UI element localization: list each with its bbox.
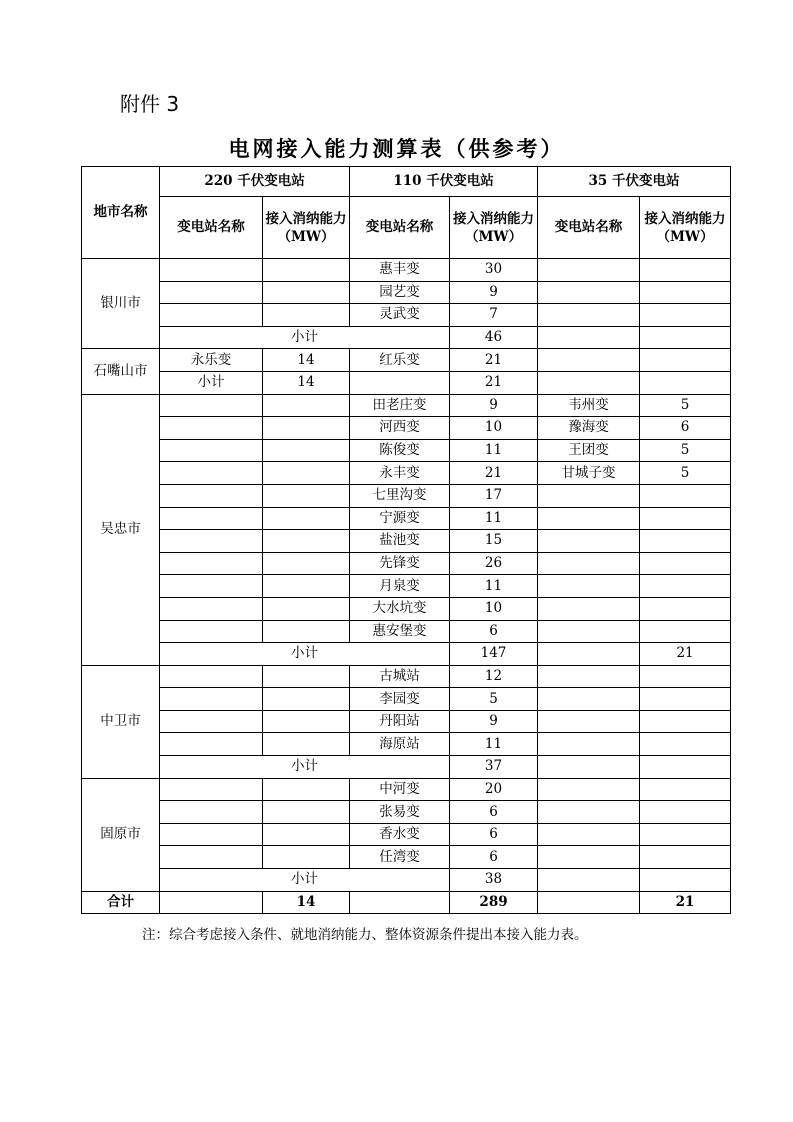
capacity-110kv: 10	[450, 597, 538, 620]
station-220kv	[160, 552, 263, 575]
subtotal-label: 小计	[160, 869, 450, 892]
capacity-220kv	[263, 846, 350, 869]
total-110kv: 289	[450, 891, 538, 914]
table-row	[82, 484, 731, 507]
station-110kv: 惠丰变	[350, 259, 450, 282]
station-35kv: 王团变	[538, 439, 640, 462]
cell	[538, 869, 640, 892]
station-35kv	[538, 304, 640, 327]
capacity-35kv: 5	[640, 462, 731, 485]
subtotal-label: 小计	[160, 371, 263, 394]
station-110kv: 河西变	[350, 417, 450, 440]
capacity-35kv	[640, 575, 731, 598]
table-row	[82, 597, 731, 620]
header-city: 地市名称	[82, 167, 160, 259]
capacity-35kv: 6	[640, 417, 731, 440]
capacity-220kv	[263, 304, 350, 327]
station-35kv	[538, 530, 640, 553]
cell	[160, 891, 263, 914]
city-name: 石嘴山市	[82, 349, 160, 394]
table-row	[82, 846, 731, 869]
capacity-220kv	[263, 801, 350, 824]
station-220kv	[160, 846, 263, 869]
subtotal-35kv: 21	[640, 643, 731, 666]
station-220kv	[160, 665, 263, 688]
capacity-110kv: 12	[450, 665, 538, 688]
table-row	[82, 304, 731, 327]
station-220kv: 永乐变	[160, 349, 263, 372]
capacity-110kv: 5	[450, 688, 538, 711]
table-row	[82, 462, 731, 485]
station-220kv	[160, 620, 263, 643]
station-220kv	[160, 304, 263, 327]
station-220kv	[160, 530, 263, 553]
cell	[538, 371, 640, 394]
table-row	[82, 665, 731, 688]
capacity-35kv	[640, 620, 731, 643]
subtotal-110kv: 46	[450, 326, 538, 349]
subtotal-110kv: 37	[450, 756, 538, 779]
total-220kv: 14	[263, 891, 350, 914]
capacity-110kv: 7	[450, 304, 538, 327]
capacity-220kv	[263, 530, 350, 553]
station-35kv	[538, 259, 640, 282]
table-row	[82, 281, 731, 304]
capacity-110kv: 11	[450, 507, 538, 530]
capacity-35kv	[640, 823, 731, 846]
header-capacity: 接入消纳能力（MW）	[450, 197, 538, 259]
station-220kv	[160, 688, 263, 711]
station-35kv	[538, 484, 640, 507]
station-110kv: 月泉变	[350, 575, 450, 598]
total-35kv: 21	[640, 891, 731, 914]
station-110kv: 香水变	[350, 823, 450, 846]
header-220kv: 220 千伏变电站	[160, 167, 350, 197]
table-row	[82, 575, 731, 598]
capacity-table	[81, 166, 731, 914]
capacity-110kv: 6	[450, 801, 538, 824]
page-title: 电网接入能力测算表（供参考）	[228, 136, 565, 161]
station-35kv: 甘城子变	[538, 462, 640, 485]
capacity-220kv	[263, 552, 350, 575]
station-110kv: 古城站	[350, 665, 450, 688]
capacity-35kv	[640, 597, 731, 620]
capacity-35kv	[640, 507, 731, 530]
station-35kv	[538, 597, 640, 620]
capacity-220kv	[263, 281, 350, 304]
station-110kv: 任湾变	[350, 846, 450, 869]
capacity-220kv	[263, 823, 350, 846]
capacity-220kv	[263, 462, 350, 485]
capacity-35kv	[640, 710, 731, 733]
city-name: 中卫市	[82, 665, 160, 778]
table-row	[82, 259, 731, 282]
subtotal-35kv	[640, 756, 731, 779]
station-220kv	[160, 439, 263, 462]
city-name: 固原市	[82, 778, 160, 891]
station-220kv	[160, 259, 263, 282]
station-220kv	[160, 575, 263, 598]
header-35kv: 35 千伏变电站	[538, 167, 731, 197]
subtotal-110kv: 21	[450, 371, 538, 394]
cell	[538, 756, 640, 779]
capacity-110kv: 9	[450, 710, 538, 733]
station-110kv: 灵武变	[350, 304, 450, 327]
capacity-220kv	[263, 394, 350, 417]
subtotal-35kv	[640, 326, 731, 349]
capacity-35kv	[640, 733, 731, 756]
subtotal-220kv: 14	[263, 371, 350, 394]
station-110kv: 张易变	[350, 801, 450, 824]
station-110kv: 田老庄变	[350, 394, 450, 417]
capacity-220kv	[263, 778, 350, 801]
station-35kv	[538, 552, 640, 575]
capacity-35kv	[640, 778, 731, 801]
capacity-35kv	[640, 688, 731, 711]
capacity-220kv	[263, 484, 350, 507]
station-110kv: 宁源变	[350, 507, 450, 530]
station-35kv	[538, 688, 640, 711]
capacity-35kv	[640, 259, 731, 282]
table-row	[82, 552, 731, 575]
header-capacity: 接入消纳能力（MW）	[263, 197, 350, 259]
capacity-35kv: 5	[640, 394, 731, 417]
table-row	[82, 349, 731, 372]
station-110kv: 盐池变	[350, 530, 450, 553]
capacity-110kv: 17	[450, 484, 538, 507]
station-220kv	[160, 484, 263, 507]
station-220kv	[160, 801, 263, 824]
station-110kv: 先锋变	[350, 552, 450, 575]
cell	[538, 643, 640, 666]
capacity-110kv: 6	[450, 823, 538, 846]
station-220kv	[160, 778, 263, 801]
capacity-220kv	[263, 597, 350, 620]
capacity-110kv: 15	[450, 530, 538, 553]
table-row	[82, 530, 731, 553]
capacity-220kv	[263, 417, 350, 440]
capacity-220kv	[263, 733, 350, 756]
station-220kv	[160, 417, 263, 440]
capacity-110kv: 6	[450, 620, 538, 643]
station-220kv	[160, 462, 263, 485]
table-row	[82, 620, 731, 643]
subtotal-35kv	[640, 371, 731, 394]
station-220kv	[160, 733, 263, 756]
header-station-name: 变电站名称	[160, 197, 263, 259]
station-220kv	[160, 823, 263, 846]
table-row	[82, 801, 731, 824]
capacity-35kv	[640, 281, 731, 304]
footnote: 注：综合考虑接入条件、就地消纳能力、整体资源条件提出本接入能力表。	[142, 927, 588, 943]
station-35kv	[538, 778, 640, 801]
capacity-110kv: 11	[450, 439, 538, 462]
capacity-220kv	[263, 620, 350, 643]
subtotal-row	[82, 643, 731, 666]
table-row	[82, 733, 731, 756]
capacity-35kv	[640, 801, 731, 824]
station-35kv	[538, 823, 640, 846]
header-station-name: 变电站名称	[350, 197, 450, 259]
table-row	[82, 394, 731, 417]
capacity-220kv	[263, 665, 350, 688]
station-110kv: 永丰变	[350, 462, 450, 485]
capacity-220kv: 14	[263, 349, 350, 372]
capacity-35kv: 5	[640, 439, 731, 462]
station-220kv	[160, 281, 263, 304]
station-110kv: 红乐变	[350, 349, 450, 372]
capacity-110kv: 11	[450, 733, 538, 756]
capacity-35kv	[640, 484, 731, 507]
subtotal-35kv	[640, 869, 731, 892]
header-capacity: 接入消纳能力（MW）	[640, 197, 731, 259]
subtotal-row	[82, 756, 731, 779]
subtotal-row	[82, 371, 731, 394]
subtotal-110kv: 38	[450, 869, 538, 892]
station-35kv	[538, 620, 640, 643]
station-35kv	[538, 801, 640, 824]
station-35kv: 韦州变	[538, 394, 640, 417]
capacity-35kv	[640, 349, 731, 372]
subtotal-row	[82, 326, 731, 349]
station-35kv	[538, 733, 640, 756]
station-35kv	[538, 507, 640, 530]
table-row	[82, 417, 731, 440]
city-name: 银川市	[82, 259, 160, 349]
capacity-220kv	[263, 710, 350, 733]
station-110kv: 园艺变	[350, 281, 450, 304]
cell	[350, 891, 450, 914]
station-110kv: 惠安堡变	[350, 620, 450, 643]
table-row	[82, 823, 731, 846]
table-row	[82, 710, 731, 733]
capacity-35kv	[640, 530, 731, 553]
cell	[538, 326, 640, 349]
capacity-35kv	[640, 846, 731, 869]
station-220kv	[160, 597, 263, 620]
subtotal-label: 小计	[160, 643, 450, 666]
capacity-110kv: 6	[450, 846, 538, 869]
capacity-220kv	[263, 507, 350, 530]
capacity-35kv	[640, 665, 731, 688]
station-110kv: 中河变	[350, 778, 450, 801]
table-row	[82, 688, 731, 711]
capacity-110kv: 11	[450, 575, 538, 598]
capacity-220kv	[263, 439, 350, 462]
table-row	[82, 507, 731, 530]
station-110kv: 李园变	[350, 688, 450, 711]
capacity-35kv	[640, 304, 731, 327]
attachment-label: 附件 3	[120, 92, 180, 116]
station-35kv	[538, 349, 640, 372]
subtotal-label: 小计	[160, 326, 450, 349]
station-220kv	[160, 710, 263, 733]
total-label: 合计	[82, 891, 160, 914]
header-110kv: 110 千伏变电站	[350, 167, 538, 197]
station-110kv: 陈俊变	[350, 439, 450, 462]
cell	[538, 891, 640, 914]
subtotal-row	[82, 869, 731, 892]
capacity-110kv: 21	[450, 349, 538, 372]
city-name: 吴忠市	[82, 394, 160, 665]
subtotal-label: 小计	[160, 756, 450, 779]
subtotal-110kv: 147	[450, 643, 538, 666]
capacity-220kv	[263, 688, 350, 711]
table-row	[82, 439, 731, 462]
capacity-110kv: 26	[450, 552, 538, 575]
station-110kv: 海原站	[350, 733, 450, 756]
capacity-110kv: 21	[450, 462, 538, 485]
station-220kv	[160, 394, 263, 417]
capacity-110kv: 9	[450, 394, 538, 417]
header-station-name: 变电站名称	[538, 197, 640, 259]
station-35kv	[538, 710, 640, 733]
capacity-110kv: 10	[450, 417, 538, 440]
station-220kv	[160, 507, 263, 530]
station-35kv: 豫海变	[538, 417, 640, 440]
station-110kv: 丹阳站	[350, 710, 450, 733]
capacity-35kv	[640, 552, 731, 575]
table-row	[82, 778, 731, 801]
capacity-110kv: 9	[450, 281, 538, 304]
capacity-110kv: 30	[450, 259, 538, 282]
station-110kv: 大水坑变	[350, 597, 450, 620]
station-35kv	[538, 281, 640, 304]
station-35kv	[538, 665, 640, 688]
cell	[350, 371, 450, 394]
capacity-110kv: 20	[450, 778, 538, 801]
capacity-220kv	[263, 575, 350, 598]
station-35kv	[538, 575, 640, 598]
station-35kv	[538, 846, 640, 869]
station-110kv: 七里沟变	[350, 484, 450, 507]
capacity-220kv	[263, 259, 350, 282]
